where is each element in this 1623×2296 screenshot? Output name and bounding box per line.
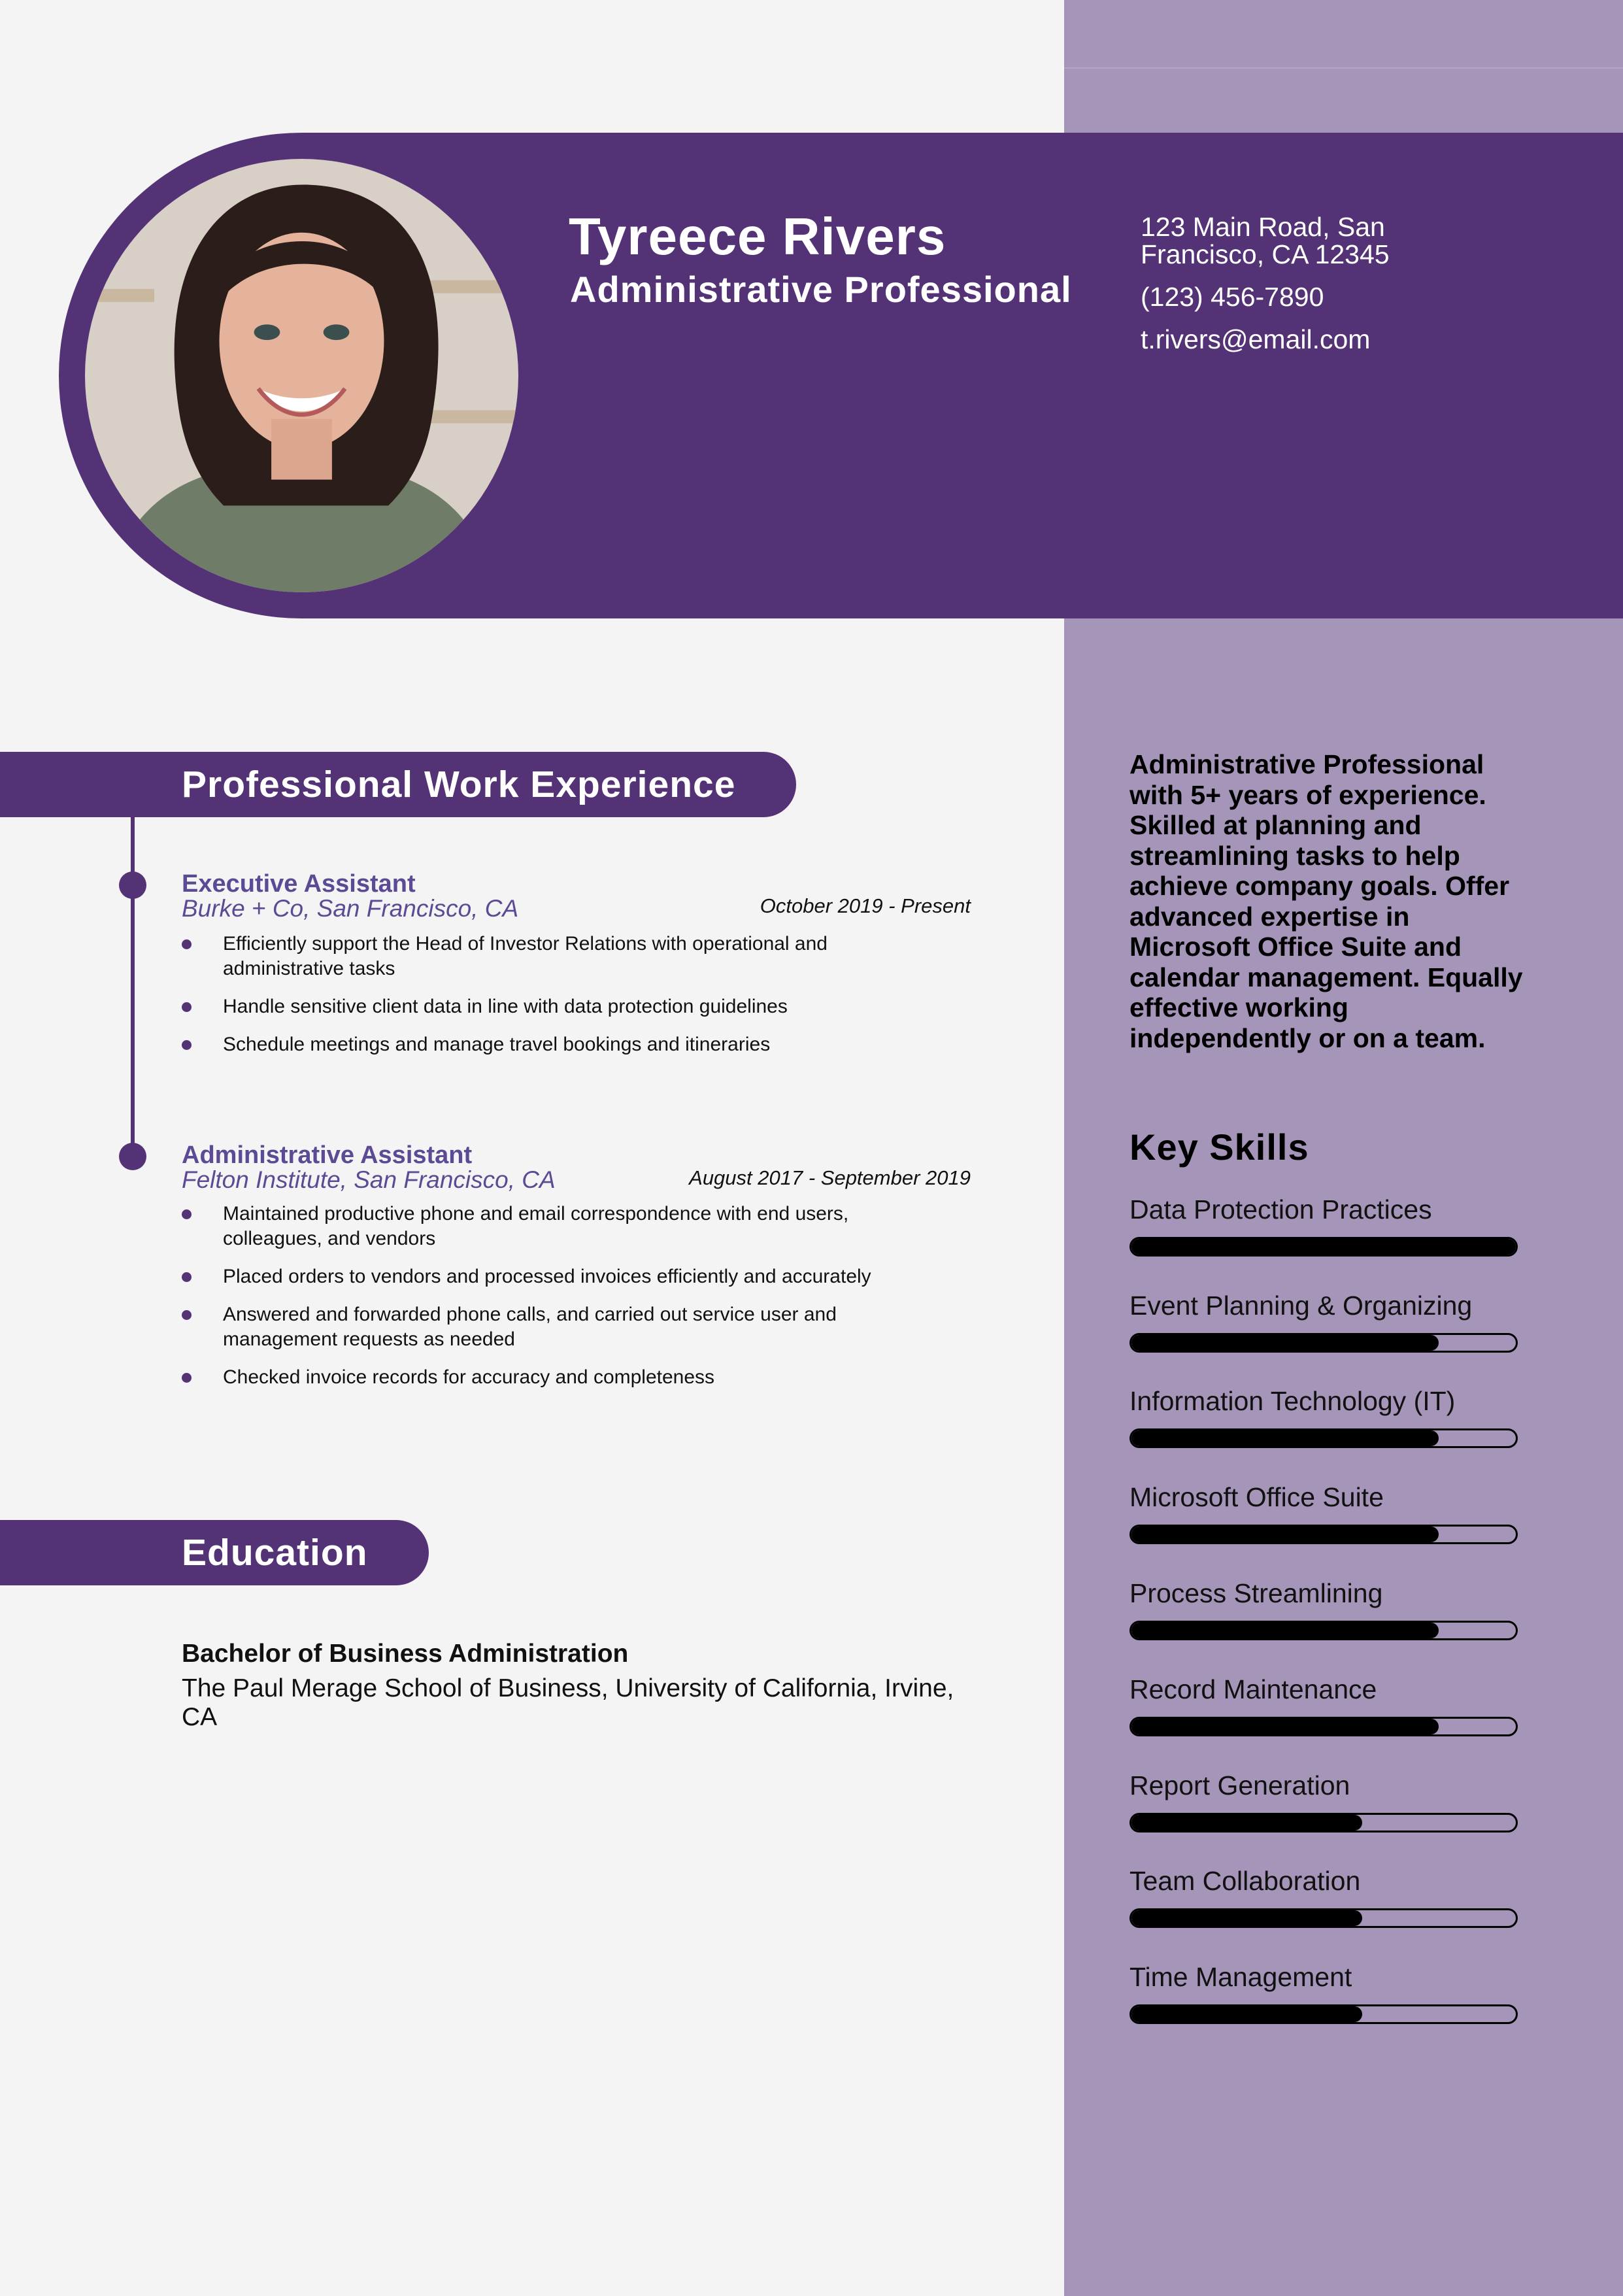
job-bullets: [182, 932, 953, 1070]
skill-name: Team Collaboration: [1129, 1866, 1361, 1896]
skill-bar-fill: [1131, 1815, 1362, 1831]
skill-bar-fill: [1131, 1335, 1439, 1351]
list-item: [182, 1264, 953, 1289]
skill-bar: [1129, 1525, 1518, 1544]
profile-photo: [85, 159, 518, 592]
list-item: [182, 1032, 953, 1057]
contact-address: 123 Main Road, San Francisco, CA 12345: [1141, 212, 1390, 269]
education-heading-label: Education: [182, 1532, 368, 1574]
skill-item: [1129, 1194, 1518, 1257]
skill-item: [1129, 1865, 1518, 1928]
skill-item: [1129, 1578, 1518, 1640]
skills-heading: Key Skills: [1129, 1126, 1309, 1168]
skill-bar: [1129, 1333, 1518, 1353]
timeline-dot: [119, 871, 146, 899]
bullet-dot: [182, 1209, 192, 1219]
list-item: [182, 1202, 953, 1251]
timeline-dot: [119, 1143, 146, 1170]
skill-name: Record Maintenance: [1129, 1674, 1377, 1704]
skill-bar: [1129, 2004, 1518, 2024]
experience-heading: [0, 752, 796, 817]
list-item: [182, 1365, 953, 1390]
list-item: [182, 994, 953, 1019]
skill-bar: [1129, 1717, 1518, 1736]
job-title: Executive Assistant: [182, 870, 416, 898]
bullet-text: Handle sensitive client data in line with data protection guidelines: [223, 996, 788, 1017]
skill-bar: [1129, 1813, 1518, 1832]
list-item: [182, 932, 953, 981]
sidebar-divider: [1064, 67, 1623, 69]
skill-name: Time Management: [1129, 1962, 1352, 1992]
bullet-text: Efficiently support the Head of Investor Relations with operational and administrative tasks: [223, 933, 828, 979]
skill-name: Data Protection Practices: [1129, 1194, 1432, 1224]
bullet-dot: [182, 1310, 192, 1320]
skill-name: Process Streamlining: [1129, 1578, 1383, 1608]
job-dates: October 2019 - Present: [760, 894, 971, 917]
skill-item: [1129, 1770, 1518, 1832]
job-bullets: [182, 1202, 953, 1403]
job-title: Administrative Assistant: [182, 1141, 473, 1169]
candidate-name: Tyreece Rivers: [569, 207, 946, 265]
skill-bar: [1129, 1428, 1518, 1448]
skill-item: [1129, 1674, 1518, 1736]
skill-bar-fill: [1131, 2006, 1362, 2022]
timeline-line: [131, 817, 135, 1157]
skill-name: Information Technology (IT): [1129, 1386, 1456, 1416]
bullet-text: Checked invoice records for accuracy and completeness: [223, 1366, 715, 1388]
bullet-dot: [182, 1040, 192, 1050]
skill-name: Event Planning & Organizing: [1129, 1291, 1473, 1321]
bullet-text: Schedule meetings and manage travel bookings and itineraries: [223, 1034, 771, 1055]
experience-heading-label: Professional Work Experience: [182, 764, 736, 805]
bullet-dot: [182, 1002, 192, 1012]
professional-summary: Administrative Professional with 5+ years of experience. Skilled at planning and streamlining tasks to help achieve company goals. Offer advanced expertise in Microsoft Office Suite and calendar management. Equally effective working independently or on a team.: [1129, 749, 1523, 1053]
skill-item: [1129, 1385, 1518, 1448]
skill-item: [1129, 1961, 1518, 2024]
job-organization: Felton Institute, San Francisco, CA: [182, 1166, 556, 1193]
skill-bar: [1129, 1237, 1518, 1257]
skill-name: Microsoft Office Suite: [1129, 1482, 1384, 1512]
contact-email: t.rivers@email.com: [1141, 324, 1371, 354]
skill-bar-fill: [1131, 1239, 1516, 1255]
education-degree: Bachelor of Business Administration: [182, 1640, 629, 1668]
skill-item: [1129, 1481, 1518, 1544]
skill-bar-fill: [1131, 1910, 1362, 1926]
bullet-text: Answered and forwarded phone calls, and carried out service user and management requests as needed: [223, 1304, 837, 1350]
bullet-dot: [182, 939, 192, 949]
education-school: The Paul Merage School of Business, University of California, Irvine, CA: [182, 1674, 954, 1731]
job-organization: Burke + Co, San Francisco, CA: [182, 895, 519, 922]
education-heading: [0, 1520, 429, 1585]
skill-bar: [1129, 1908, 1518, 1928]
list-item: [182, 1302, 953, 1352]
bullet-text: Maintained productive phone and email correspondence with end users, colleagues, and vendors: [223, 1203, 849, 1249]
job-dates: August 2017 - September 2019: [689, 1166, 971, 1189]
skill-bar-fill: [1131, 1527, 1439, 1542]
skill-bar-fill: [1131, 1430, 1439, 1446]
bullet-text: Placed orders to vendors and processed invoices efficiently and accurately: [223, 1266, 871, 1287]
bullet-dot: [182, 1373, 192, 1383]
skill-bar: [1129, 1621, 1518, 1640]
skill-bar-fill: [1131, 1623, 1439, 1638]
skill-bar-fill: [1131, 1719, 1439, 1734]
skill-item: [1129, 1290, 1518, 1353]
contact-phone: (123) 456-7890: [1141, 282, 1324, 312]
candidate-title: Administrative Professional: [570, 269, 1072, 310]
bullet-dot: [182, 1272, 192, 1282]
skill-name: Report Generation: [1129, 1770, 1350, 1800]
